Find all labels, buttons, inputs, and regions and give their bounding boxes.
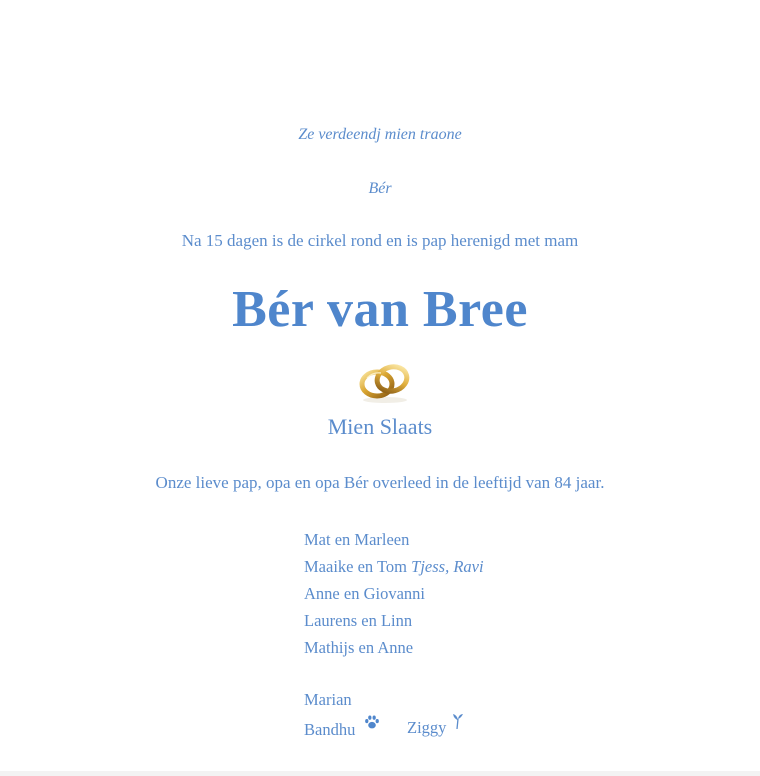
family-names: Mathijs en Anne xyxy=(304,638,414,657)
family-row xyxy=(304,580,484,607)
family-row xyxy=(304,607,484,634)
marian-name: Marian xyxy=(304,690,352,709)
family-row xyxy=(304,526,484,553)
paw-print-icon xyxy=(363,713,381,731)
intro-text: Na 15 dagen is de cirkel rond en is pap herenigd met mam xyxy=(181,231,579,250)
short-name: Bér xyxy=(368,180,392,197)
family-names: Laurens en Linn xyxy=(304,611,413,630)
family-row xyxy=(304,553,484,580)
ziggy-name: Ziggy xyxy=(407,718,447,737)
death-statement: Onze lieve pap, opa en opa Bér overleed in de leeftijd van 84 jaar. xyxy=(155,473,605,492)
bottom-edge xyxy=(0,771,760,776)
family-row xyxy=(304,634,484,661)
deceased-name: Bér van Bree xyxy=(232,281,528,338)
family-names: Anne en Giovanni xyxy=(304,584,425,603)
opening-quote: Ze verdeendj mien traone xyxy=(298,126,462,143)
sprout-icon xyxy=(452,713,464,729)
bandhu-name: Bandhu xyxy=(304,720,356,739)
grandchildren-names: Tjess, Ravi xyxy=(411,557,484,576)
family-names: Mat en Marleen xyxy=(304,530,410,549)
family-list xyxy=(304,526,484,661)
marian-row xyxy=(304,686,381,713)
family-names: Maaike en Tom xyxy=(304,557,408,576)
pets-row xyxy=(304,713,447,740)
spouse-name: Mien Slaats xyxy=(327,414,433,439)
others-list xyxy=(304,686,447,740)
wedding-rings-icon xyxy=(355,360,415,404)
